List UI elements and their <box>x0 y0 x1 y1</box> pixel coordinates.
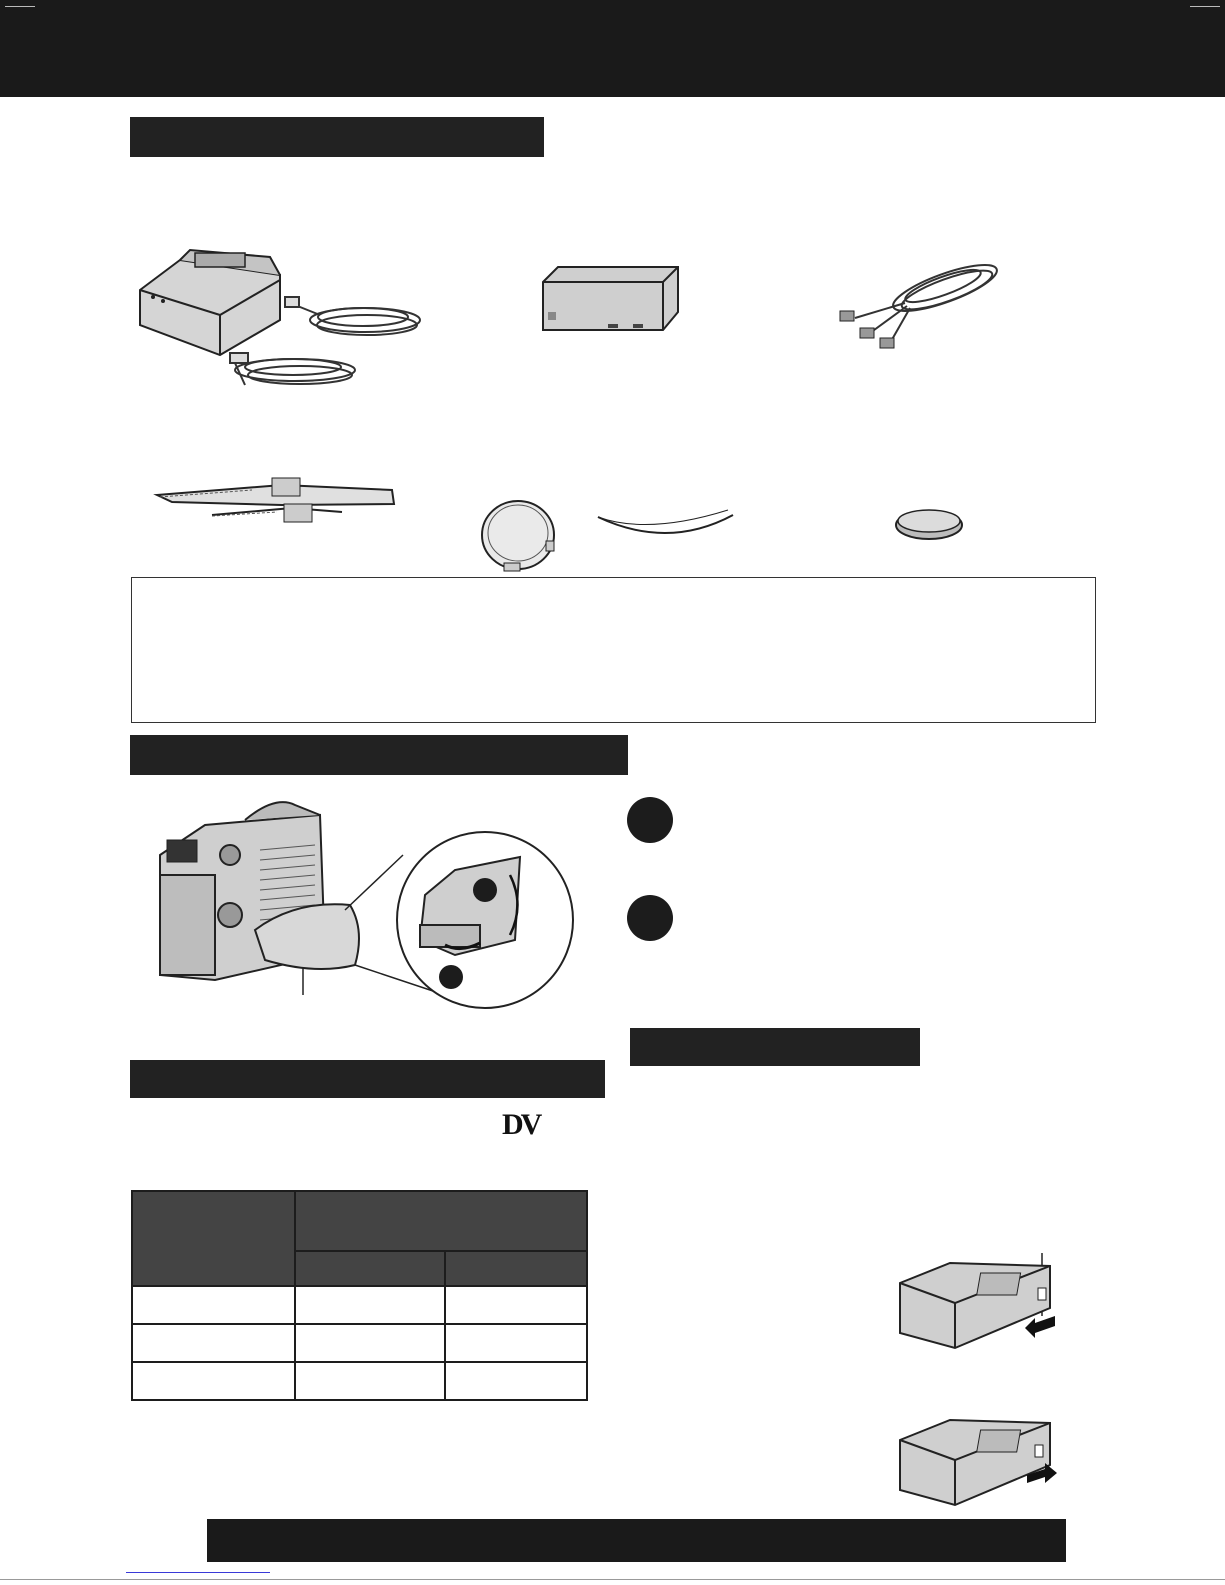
dv-logo: DV <box>502 1108 540 1141</box>
battery-illustration <box>538 262 688 337</box>
step-2-marker <box>627 895 673 941</box>
ac-adaptor-illustration <box>135 235 435 400</box>
table-cell <box>445 1286 587 1324</box>
section-heading-accessories <box>130 117 544 157</box>
camcorder-illustration <box>155 795 575 1020</box>
table-cell <box>295 1362 445 1400</box>
table-header-row <box>132 1191 587 1251</box>
table-header-cell <box>295 1251 445 1286</box>
section-heading-grip-belt <box>130 735 628 775</box>
table-row <box>132 1286 587 1324</box>
section-heading-tape-format <box>130 1060 605 1098</box>
crop-mark <box>1190 6 1220 7</box>
crop-mark <box>5 6 35 7</box>
notice-box <box>131 577 1096 723</box>
cassette-illustration-1 <box>895 1248 1070 1368</box>
table-cell <box>132 1324 295 1362</box>
dc-cord <box>230 353 355 385</box>
table-cell <box>445 1362 587 1400</box>
table-row <box>132 1362 587 1400</box>
table-row <box>132 1324 587 1362</box>
table-cell <box>295 1324 445 1362</box>
page-footer-band <box>207 1519 1066 1562</box>
table-cell <box>132 1286 295 1324</box>
small-cap-illustration <box>893 503 965 543</box>
table-header-cell <box>132 1191 295 1286</box>
cassette-illustration-2 <box>895 1405 1070 1520</box>
table-header-cell <box>445 1251 587 1286</box>
table-cell <box>295 1286 445 1324</box>
charger-body <box>140 250 280 355</box>
page-header-band <box>0 0 1225 97</box>
shoulder-strap-illustration <box>152 470 402 530</box>
table-header-cell <box>295 1191 587 1251</box>
footer-link-underline[interactable] <box>126 1572 270 1573</box>
power-cord <box>285 297 420 335</box>
section-heading-cassette <box>630 1028 920 1066</box>
lens-cap-illustration <box>478 495 748 575</box>
av-cable-illustration <box>835 248 1010 353</box>
detail-magnifier <box>345 832 573 1008</box>
bottom-rule <box>0 1579 1225 1580</box>
recording-time-table <box>131 1190 588 1401</box>
table-cell <box>132 1362 295 1400</box>
step-1-marker <box>627 797 673 843</box>
table-cell <box>445 1324 587 1362</box>
